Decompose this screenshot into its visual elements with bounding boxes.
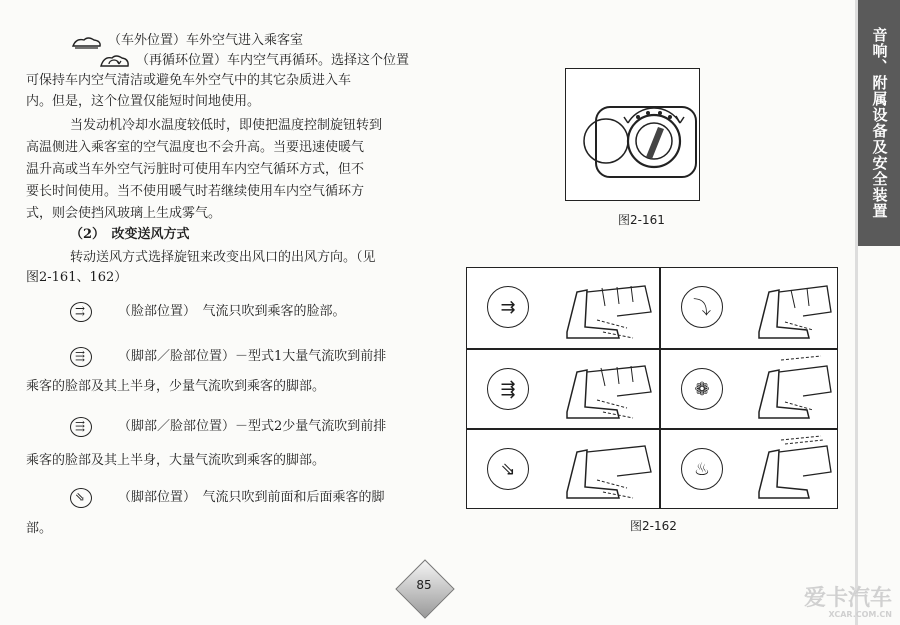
outside-air-icon [70,34,104,50]
mode-foot-line2: 部。 [26,521,53,536]
paragraph-line: 高温侧进入乘客室的空气温度也不会升高。当要迅速使暖气 [26,140,365,155]
foot-vent-symbol: ⇘ [75,490,86,504]
car-seat-sketch [557,432,655,504]
paragraph-line: 转动送风方式选择旋钮来改变出风口的出风方向。（见 [70,250,376,265]
paragraph-line: 内。但是，这个位置仅能短时间地使用。 [26,94,261,109]
bilevel2-vent-symbol: ⇶ [75,419,86,433]
watermark-logo: 爱卡汽车 [803,586,892,611]
mode-bilevel1-line: （脚部／脸部位置）－型式1大量气流吹到前排 [118,349,387,364]
bilevel1-vent-symbol: ⇶ [75,349,86,363]
paragraph-line: 式，则会使挡风玻璃上生成雾气。 [26,206,222,221]
mode-bilevel1-line2: 乘客的脸部及其上半身，少量气流吹到乘客的脚部。 [26,379,326,394]
paragraph-line: 图2-161、162） [26,270,128,285]
section-heading: （2） 改变送风方式 [70,227,190,242]
defrost-mode-cell-icon: ♨ [681,448,723,490]
mode-bilevel2-line2: 乘客的脸部及其上半身，大量气流吹到乘客的脚部。 [26,453,326,468]
watermark [804,588,892,619]
face-mode-cell-icon: ⇉ [487,286,529,328]
mode-face-line: （脸部位置） 气流只吹到乘客的脸部。 [118,304,346,319]
car-seat-sketch [557,272,655,344]
foot-face-mode-cell-icon: ⤵ [681,286,723,328]
grid-divider [659,268,661,508]
paragraph-line: 可保持车内空气清洁或避免车外空气中的其它杂质进入车 [26,73,352,88]
car-seat-sketch [557,352,655,424]
mode-bilevel2-line: （脚部／脸部位置）－型式2少量气流吹到前排 [118,419,387,434]
figure-2-161-caption: 图2-161 [618,213,665,227]
grid-divider [467,428,837,430]
car-seat-sketch [751,272,835,344]
paragraph-line: 要长时间使用。当不使用暖气时若继续使用车内空气循环方 [26,184,365,199]
figure-2-162 [466,267,838,509]
recirculation-icon [98,52,132,70]
foot-mode-cell-icon: ⇘ [487,448,529,490]
figure-2-161 [565,68,700,201]
figure-2-162-caption: 图2-162 [630,519,677,533]
control-panel-drawing [566,69,698,199]
chapter-side-tab: 音响、附属设备及安全装置 [858,0,900,246]
face-vent-symbol: ⇉ [75,304,86,318]
page-number: 85 [416,578,432,592]
paragraph-line: 温升高或当车外空气污脏时可使用车内空气循环方式，但不 [26,162,365,177]
mode-foot-line: （脚部位置） 气流只吹到前面和后面乘客的脚 [118,490,385,505]
recirculation-line: （再循环位置）车内空气再循环。选择这个位置 [136,53,410,68]
bilevel-mode-cell-icon: ⇶ [487,368,529,410]
grid-divider [467,348,837,350]
outside-air-line: （车外位置）车外空气进入乘客室 [108,33,304,48]
defrost-foot-mode-cell-icon: ❁ [681,368,723,410]
paragraph-line: 当发动机冷却水温度较低时，即使把温度控制旋钮转到 [70,118,383,133]
car-seat-sketch [751,352,835,424]
car-seat-sketch [751,432,835,504]
watermark-url: XCAR.COM.CN [828,610,892,619]
